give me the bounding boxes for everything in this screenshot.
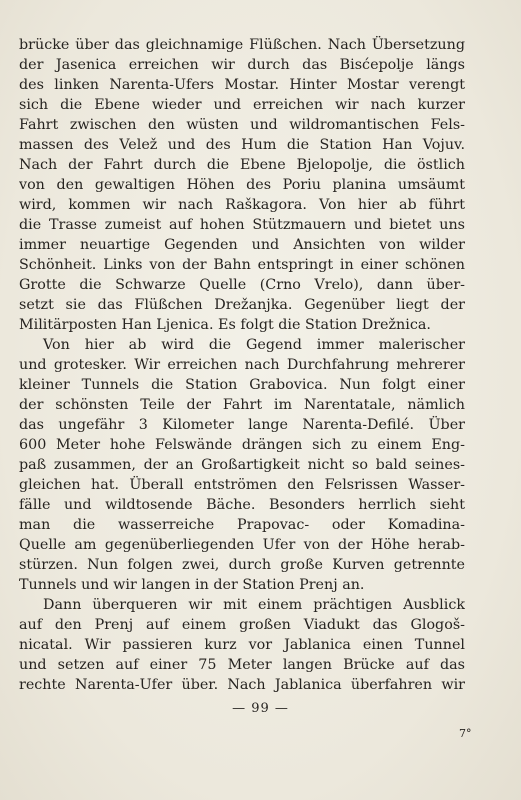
text-line: man die wasserreiche Prapovac- oder Komadina-: [19, 517, 465, 533]
text-line: sich die Ebene wieder und erreichen wir nach kurzer: [19, 97, 465, 113]
text-line: gleichen hat. Überall entströmen den Felsrissen Wasser-: [19, 477, 465, 493]
text-line: paß zusammen, der an Großartigkeit nicht so bald seines-: [19, 457, 465, 473]
text-line: die Trasse zumeist auf hohen Stützmauern und bietet uns: [19, 217, 465, 233]
text-line: Militärposten Han Ljenica. Es folgt die Station Drežnica.: [19, 317, 431, 333]
text-line: Von hier ab wird die Gegend immer malerischer: [43, 337, 465, 353]
body-text: [19, 35, 465, 695]
text-line: und grotesker. Wir erreichen nach Durchfahrung mehrerer: [19, 357, 465, 373]
text-line: Schönheit. Links von der Bahn entspringt in einer schönen: [19, 257, 465, 273]
text-line: kleiner Tunnels die Station Grabovica. Nun folgt einer: [19, 377, 465, 393]
text-line: wird, kommen wir nach Raškagora. Von hier ab führt: [19, 197, 465, 213]
text-line: Quelle am gegenüberliegenden Ufer von der Höhe herab-: [19, 537, 465, 553]
text-line: stürzen. Nun folgen zwei, durch große Kurven getrennte: [19, 557, 465, 573]
text-line: Nach der Fahrt durch die Ebene Bjelopolje, die östlich: [19, 157, 465, 173]
text-line: Tunnels und wir langen in der Station Prenj an.: [19, 577, 365, 593]
text-line: massen des Velež und des Hum die Station Han Vojuv.: [19, 137, 465, 153]
text-line: fälle und wildtosende Bäche. Besonders herrlich sieht: [19, 497, 465, 513]
text-line: der Jasenica erreichen wir durch das Bisćepolje längs: [19, 57, 465, 73]
text-line: des linken Narenta-Ufers Mostar. Hinter Mostar verengt: [19, 77, 465, 93]
text-line: rechte Narenta-Ufer über. Nach Jablanica überfahren wir: [19, 677, 465, 693]
page-number: — 99 —: [232, 701, 289, 716]
text-line: und setzen auf einer 75 Meter langen Brücke auf das: [19, 657, 465, 673]
text-line: 600 Meter hohe Felswände drängen sich zu einem Eng-: [19, 437, 465, 453]
text-line: immer neuartige Gegenden und Ansichten von wilder: [19, 237, 465, 253]
text-line: setzt sie das Flüßchen Drežanjka. Gegenüber liegt der: [19, 297, 465, 313]
text-line: nicatal. Wir passieren kurz vor Jablanica einen Tunnel: [19, 637, 465, 653]
text-line: von den gewaltigen Höhen des Poriu planina umsäumt: [19, 177, 465, 193]
text-line: auf den Prenj auf einem großen Viadukt das Glogoš-: [19, 617, 465, 633]
text-line: brücke über das gleichnamige Flüßchen. Nach Übersetzung: [19, 37, 465, 53]
signature-mark: 7°: [459, 727, 472, 740]
text-line: Dann überqueren wir mit einem prächtigen Ausblick: [43, 597, 465, 613]
text-line: der schönsten Teile der Fahrt im Narentatale, nämlich: [19, 397, 465, 413]
text-line: Fahrt zwischen den wüsten und wildromantischen Fels-: [19, 117, 465, 133]
text-line: Grotte die Schwarze Quelle (Crno Vrelo), dann über-: [19, 277, 465, 293]
text-line: das ungefähr 3 Kilometer lange Narenta-Defilé. Über: [19, 417, 465, 433]
